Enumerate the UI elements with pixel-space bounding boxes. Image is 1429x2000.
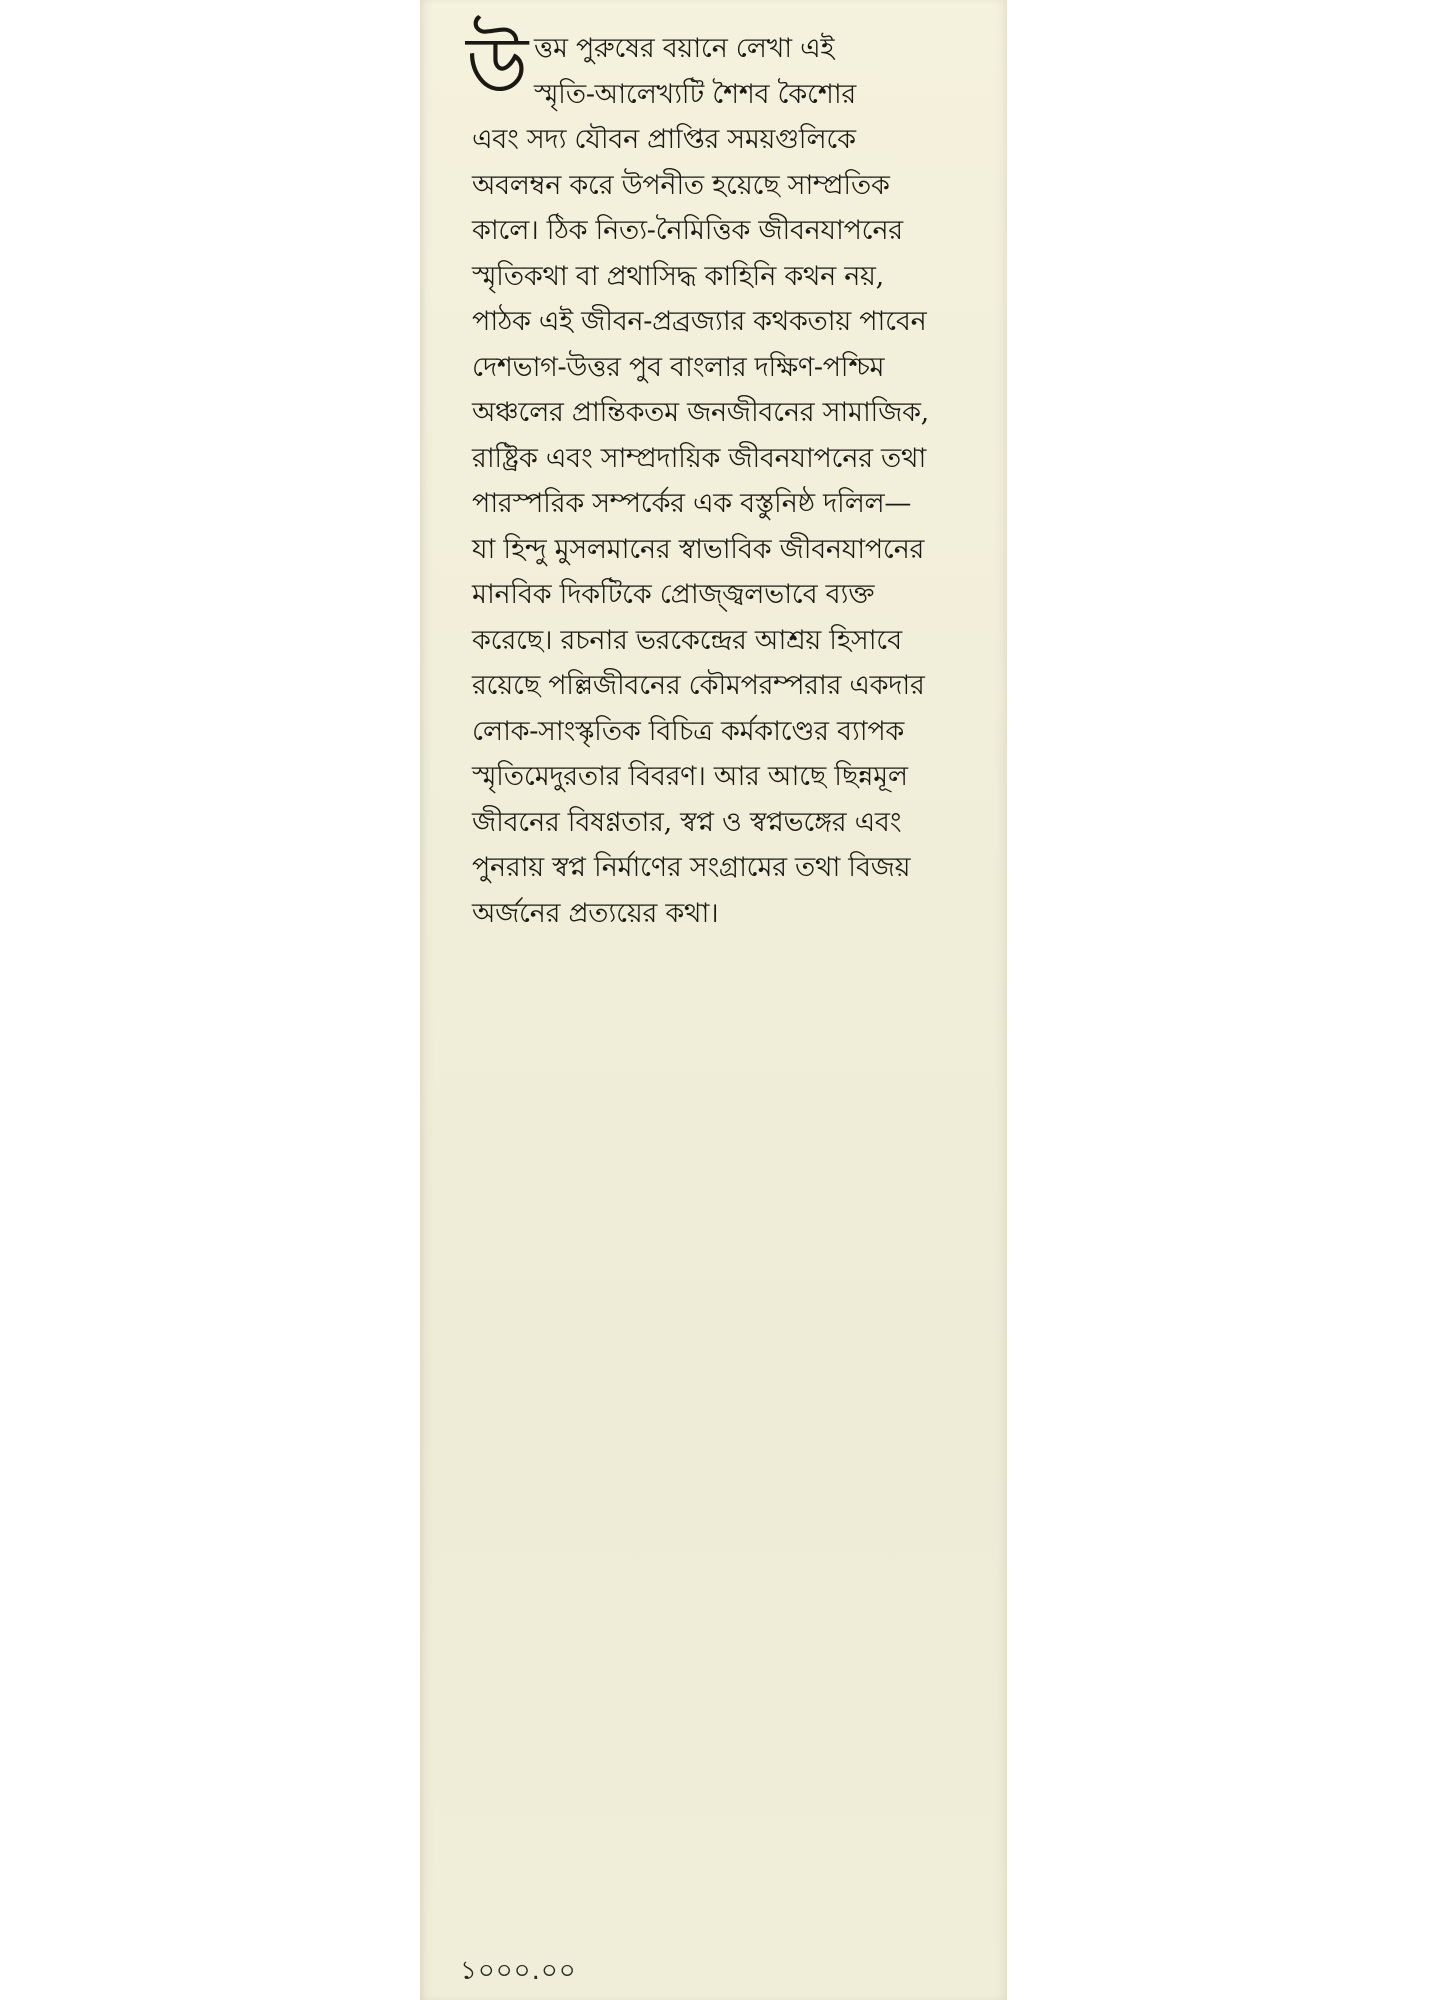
blurb-line: পুনরায় স্বপ্ন নির্মাণের সংগ্রামের তথা বিজয় <box>472 852 911 883</box>
drop-cap: উ <box>466 19 529 112</box>
blurb-line: অঞ্চলের প্রান্তিকতম জনজীবনের সামাজিক, <box>472 397 929 428</box>
book-flap <box>420 0 1007 2000</box>
blurb-line: স্মৃতি-আলেখ্যটি শৈশব কৈশোর <box>534 78 856 110</box>
blurb-line: রয়েছে পল্লিজীবনের কৌমপরম্পরার একদার <box>472 670 925 701</box>
blurb-line: অবলম্বন করে উপনীত হয়েছে সাম্প্রতিক <box>472 169 890 201</box>
blurb-line: ত্তম পুরুষের বয়ানে লেখা এই <box>534 33 835 64</box>
blurb-line: কালে। ঠিক নিত্য-নৈমিত্তিক জীবনযাপনের <box>472 215 903 246</box>
blurb-line: স্মৃতিমেদুরতার বিবরণ। আর আছে ছিন্নমূল <box>472 761 908 792</box>
blurb-line: জীবনের বিষণ্ণতার, স্বপ্ন ও স্বপ্নভঙ্গের এবং <box>472 806 902 838</box>
blurb-text <box>466 19 992 936</box>
price-label: ১০০০.০০ <box>460 1956 577 1986</box>
blurb-line: করেছে। রচনার ভরকেন্দ্রের আশ্রয় হিসাবে <box>472 624 902 656</box>
blurb-line: লোক-সাংস্কৃতিক বিচিত্র কর্মকাণ্ডের ব্যাপক <box>472 715 904 747</box>
blurb-line: এবং সদ্য যৌবন প্রাপ্তির সময়গুলিকে <box>472 124 856 155</box>
blurb-line: অর্জনের প্রত্যয়ের কথা। <box>472 897 719 929</box>
blurb-line: পারস্পরিক সম্পর্কের এক বস্তুনিষ্ঠ দলিল— <box>472 488 912 519</box>
blurb-line: রাষ্ট্রিক এবং সাম্প্রদায়িক জীবনযাপনের তথা <box>472 442 927 474</box>
blurb-line: মানবিক দিকটিকে প্রোজ্জ্বলভাবে ব্যক্ত <box>472 579 875 610</box>
blurb-line: যা হিন্দু মুসলমানের স্বাভাবিক জীবনযাপনের <box>472 533 925 565</box>
blurb-line: দেশভাগ-উত্তর পুব বাংলার দক্ষিণ-পশ্চিম <box>472 351 885 383</box>
blurb-line: স্মৃতিকথা বা প্রথাসিদ্ধ কাহিনি কথন নয়, <box>472 260 884 292</box>
blurb-line: পাঠক এই জীবন-প্রব্রজ্যার কথকতায় পাবেন <box>472 306 927 337</box>
